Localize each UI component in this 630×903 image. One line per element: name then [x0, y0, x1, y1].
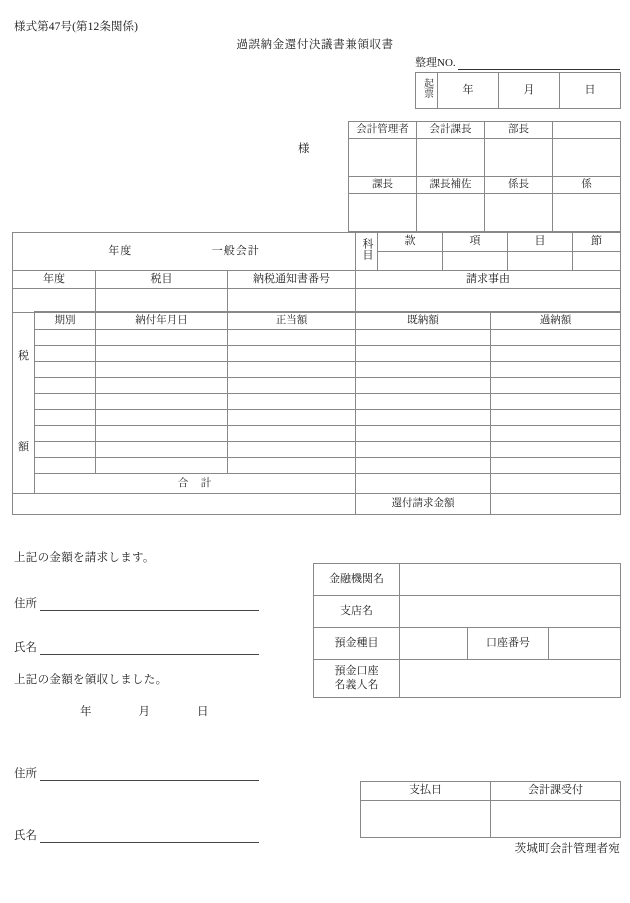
account-holder-label-line1: 預金口座	[334, 664, 379, 677]
table-row	[314, 660, 621, 698]
cell-payment-date[interactable]	[96, 346, 228, 362]
table-row	[13, 233, 621, 252]
table-row	[13, 312, 621, 330]
value-fiscal-year[interactable]	[13, 289, 96, 313]
cell-kibetsu[interactable]	[35, 426, 96, 442]
cell-overpaid-amount[interactable]	[491, 442, 621, 458]
value-tax-item[interactable]	[96, 289, 228, 313]
drafting-date-table	[415, 72, 621, 109]
value-claim-reason[interactable]	[356, 289, 621, 313]
receipt-name-label: 氏名	[14, 830, 37, 842]
cell-paid-amount[interactable]	[356, 330, 491, 346]
cell-proper-amount[interactable]	[228, 346, 356, 362]
refund-claim-value[interactable]	[491, 494, 621, 515]
pay-date-label: 支払日	[361, 782, 491, 801]
bank-branch-value[interactable]	[400, 596, 621, 628]
cell-payment-date[interactable]	[96, 330, 228, 346]
tax-amount-detail-table	[12, 311, 621, 515]
cell-paid-amount[interactable]	[356, 442, 491, 458]
total-label-cell: 合 計	[35, 474, 356, 494]
claimant-address-label: 住所	[14, 598, 37, 610]
col-header-payment-date: 納付年月日	[96, 312, 228, 330]
pay-date-value[interactable]	[361, 801, 491, 838]
cell-proper-amount[interactable]	[228, 426, 356, 442]
approval-header-kaikei-kacho: 会計課長	[417, 122, 485, 139]
kamoku-header-ko: 項	[443, 233, 508, 252]
col-header-kibetsu: 期別	[35, 312, 96, 330]
cell-kibetsu[interactable]	[35, 442, 96, 458]
table-row	[13, 442, 621, 458]
cell-proper-amount[interactable]	[228, 410, 356, 426]
cell-kibetsu[interactable]	[35, 378, 96, 394]
cell-kibetsu[interactable]	[35, 346, 96, 362]
col-header-overpaid-amount: 過納額	[491, 312, 621, 330]
kihyou-year-cell[interactable]: 年	[438, 73, 499, 109]
cell-overpaid-amount[interactable]	[491, 426, 621, 442]
bank-institution-label: 金融機関名	[314, 564, 400, 596]
claimant-address-field[interactable]	[14, 595, 259, 611]
cell-kibetsu[interactable]	[35, 330, 96, 346]
account-number-value[interactable]	[549, 628, 621, 660]
cell-overpaid-amount[interactable]	[491, 394, 621, 410]
side-label-char-1: 税	[18, 350, 29, 362]
receipt-address-rule[interactable]	[40, 767, 259, 781]
table-row	[314, 596, 621, 628]
accounting-receipt-stamp[interactable]	[491, 801, 621, 838]
accounting-receipt-label: 会計課受付	[491, 782, 621, 801]
table-row	[349, 194, 621, 232]
table-row	[314, 564, 621, 596]
total-paid-amount[interactable]	[491, 474, 621, 494]
receipt-date-field[interactable]: 年 月 日	[80, 706, 217, 718]
claimant-name-field[interactable]	[14, 639, 259, 655]
approval-header-bucho: 部長	[485, 122, 553, 139]
deposit-type-value[interactable]	[400, 628, 468, 660]
kamoku-header-setsu: 節	[573, 233, 621, 252]
account-holder-label-line2: 名義人名	[334, 678, 379, 691]
kamoku-value-kan[interactable]	[378, 252, 443, 271]
cell-kibetsu[interactable]	[35, 458, 96, 474]
cell-proper-amount[interactable]	[228, 378, 356, 394]
col-header-paid-amount: 既納額	[356, 312, 491, 330]
table-row	[13, 378, 621, 394]
receipt-statement-text: 上記の金額を領収しました。	[14, 674, 168, 686]
table-row	[314, 628, 621, 660]
cell-kibetsu[interactable]	[35, 394, 96, 410]
side-label-char-2: 額	[18, 440, 29, 453]
table-row	[13, 289, 621, 313]
kihyou-label-cell: 起票	[416, 73, 438, 109]
receipt-address-label: 住所	[14, 768, 37, 780]
kamoku-value-setsu[interactable]	[573, 252, 621, 271]
table-row	[13, 394, 621, 410]
cell-payment-date[interactable]	[96, 458, 228, 474]
cell-paid-amount[interactable]	[356, 394, 491, 410]
table-row	[361, 782, 621, 801]
cell-proper-amount[interactable]	[228, 362, 356, 378]
cell-overpaid-amount[interactable]	[491, 362, 621, 378]
fiscal-account-cell[interactable]	[13, 233, 356, 271]
table-row	[361, 801, 621, 838]
addressee-label: 茨城町会計管理者宛	[514, 843, 620, 855]
approval-header-kacho-hosa: 課長補佐	[417, 177, 485, 194]
account-number-label: 口座番号	[468, 628, 549, 660]
table-row	[13, 474, 621, 494]
cell-overpaid-amount[interactable]	[491, 378, 621, 394]
subheader-notice-number: 納税通知書番号	[228, 271, 356, 289]
bank-account-table	[313, 563, 621, 698]
approval-stamp-kacho[interactable]	[349, 194, 417, 232]
kamoku-header-kan: 款	[378, 233, 443, 252]
refund-claim-label: 還付請求金額	[356, 494, 491, 515]
tax-amount-side-label	[13, 312, 35, 494]
approval-header-kacho: 課長	[349, 177, 417, 194]
subheader-claim-reason: 請求事由	[356, 271, 621, 289]
approval-header-kakari: 係	[553, 177, 621, 194]
claimant-name-label: 氏名	[14, 642, 37, 654]
approval-stamp-kakaricho[interactable]	[485, 194, 553, 232]
cell-proper-amount[interactable]	[228, 394, 356, 410]
approval-header-kaikei-kanrisha: 会計管理者	[349, 122, 417, 139]
cell-overpaid-amount[interactable]	[491, 346, 621, 362]
cell-kibetsu[interactable]	[35, 362, 96, 378]
cell-paid-amount[interactable]	[356, 362, 491, 378]
account-holder-value[interactable]	[400, 660, 621, 698]
subheader-fiscal-year: 年度	[13, 271, 96, 289]
table-row	[349, 177, 621, 194]
cell-proper-amount[interactable]	[228, 330, 356, 346]
cell-paid-amount[interactable]	[356, 410, 491, 426]
cell-kibetsu[interactable]	[35, 410, 96, 426]
kihyou-month-cell[interactable]: 月	[499, 73, 560, 109]
table-row	[13, 410, 621, 426]
general-account-label: 一般会計	[211, 244, 260, 257]
claimant-name-rule[interactable]	[40, 641, 259, 655]
cell-payment-date[interactable]	[96, 442, 228, 458]
recipient-sama-marker: 様	[298, 143, 310, 155]
approval-stamp-kaikei-kacho[interactable]	[417, 139, 485, 177]
document-title: 過誤納金還付決議書兼領収書	[236, 39, 394, 51]
approval-stamp-table	[348, 121, 621, 232]
kamoku-value-ko[interactable]	[443, 252, 508, 271]
cell-proper-amount[interactable]	[228, 458, 356, 474]
seiri-number-label: 整理NO.	[415, 57, 456, 69]
cell-payment-date[interactable]	[96, 426, 228, 442]
table-row	[13, 458, 621, 474]
kihyou-day-cell[interactable]: 日	[560, 73, 621, 109]
table-row	[13, 426, 621, 442]
account-classification-table	[12, 232, 621, 313]
cell-paid-amount[interactable]	[356, 426, 491, 442]
kamoku-label-cell: 科目	[356, 233, 378, 271]
cell-payment-date[interactable]	[96, 410, 228, 426]
value-notice-number[interactable]	[228, 289, 356, 313]
tax-amount-side-label-inner	[13, 312, 34, 494]
approval-stamp-empty	[553, 139, 621, 177]
seiri-number-input-rule[interactable]	[458, 57, 620, 70]
fiscal-year-label: 年度	[108, 244, 133, 257]
account-holder-label	[314, 660, 400, 698]
table-row	[349, 122, 621, 139]
claimant-address-rule[interactable]	[40, 597, 259, 611]
col-header-proper-amount: 正当額	[228, 312, 356, 330]
kamoku-header-moku: 目	[508, 233, 573, 252]
cell-overpaid-amount[interactable]	[491, 458, 621, 474]
claim-statement-text: 上記の金額を請求します。	[14, 552, 155, 564]
approval-stamp-kaikei-kanrisha[interactable]	[349, 139, 417, 177]
approval-header-empty	[553, 122, 621, 139]
seiri-number-field[interactable]	[415, 54, 620, 70]
approval-stamp-kacho-hosa[interactable]	[417, 194, 485, 232]
cell-overpaid-amount[interactable]	[491, 330, 621, 346]
approval-header-kakaricho: 係長	[485, 177, 553, 194]
table-row	[13, 346, 621, 362]
bank-institution-value[interactable]	[400, 564, 621, 596]
table-row	[13, 271, 621, 289]
deposit-type-label: 預金種目	[314, 628, 400, 660]
cell-paid-amount[interactable]	[356, 458, 491, 474]
bank-branch-label: 支店名	[314, 596, 400, 628]
cell-payment-date[interactable]	[96, 362, 228, 378]
cell-payment-date[interactable]	[96, 394, 228, 410]
table-row	[13, 494, 621, 515]
table-row	[349, 139, 621, 177]
table-row	[13, 362, 621, 378]
receipt-address-field[interactable]	[14, 765, 259, 781]
cell-payment-date[interactable]	[96, 378, 228, 394]
cell-paid-amount[interactable]	[356, 378, 491, 394]
cell-proper-amount[interactable]	[228, 442, 356, 458]
approval-stamp-kakari[interactable]	[553, 194, 621, 232]
cell-overpaid-amount[interactable]	[491, 410, 621, 426]
table-row	[416, 73, 621, 109]
subheader-tax-item: 税目	[96, 271, 228, 289]
table-row	[13, 330, 621, 346]
cell-paid-amount[interactable]	[356, 346, 491, 362]
approval-stamp-bucho[interactable]	[485, 139, 553, 177]
payment-processing-table	[360, 781, 621, 838]
form-code-label: 様式第47号(第12条関係)	[14, 21, 139, 33]
refund-row-empty	[13, 494, 356, 515]
kamoku-value-moku[interactable]	[508, 252, 573, 271]
total-proper-amount[interactable]	[356, 474, 491, 494]
